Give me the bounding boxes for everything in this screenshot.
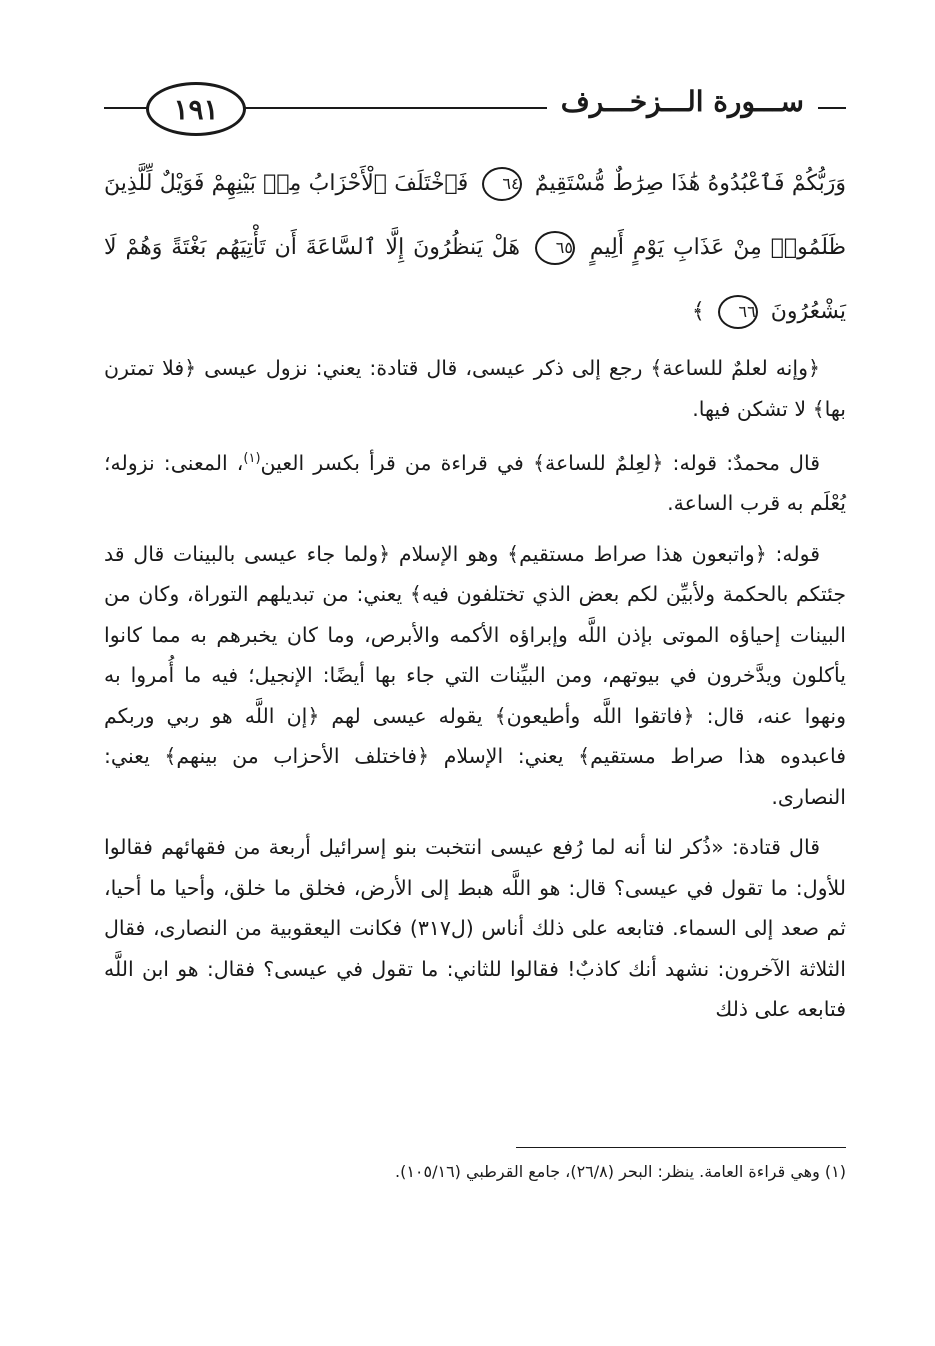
ayah-number-marker: ٦٥ [535,231,575,265]
footnote-separator [516,1147,846,1148]
paragraph-text: قال محمدٌ: قوله: ﴿لعِلمٌ للساعة﴾ في قراءة من قرأ بكسر العين [260,450,820,475]
page-number-text: ١٩١ [173,92,219,126]
commentary-paragraph [104,439,846,524]
footnote-marker: (١) [243,451,261,466]
commentary-paragraph: قوله: ﴿واتبعون هذا صراط مستقيم﴾ وهو الإسلام ﴿ولما جاء عيسى بالبينات قال قد جئتكم بالحكمة ولأبيِّن لكم بعض الذي تختلفون فيه﴾ يعني: من تبديلهم التوراة، وكان من البينات إحياؤه الموتى بإذن اللَّه وإبراؤه الأكمه والأبرص، وما كان يخبرهم به مما كانوا يأكلون ويدَّخرون في بيوتهم، ومن البيِّنات التي جاء بها أيضًا: الإنجيل؛ فيه ما أُمروا به ونهوا عنه، قال: ﴿فاتقوا اللَّه وأطيعون﴾ يقوله عيسى لهم ﴿إن اللَّه هو ربي وربكم فاعبدوه هذا صراط مستقيم﴾ يعني: الإسلام ﴿فاختلف الأحزاب من بينهم﴾ يعني: النصارى. [104,541,846,809]
verse-text: وَرَبُّكُمْ فَٱعْبُدُوهُ هَٰذَا صِرَٰطٌ مُّسْتَقِيمٌ [534,171,847,196]
surah-title: ســـورة الـــزخـــرف [547,82,818,122]
ayah-number-marker: ٦٦ [718,295,758,329]
verse-close-bracket: ﴾ [691,299,705,324]
page-number [146,82,246,136]
page-body [104,152,846,1040]
ayah-number-marker: ٦٤ [482,167,522,201]
paragraph-text: ، المعنى: نزوله؛ يُعْلَم به قرب الساعة. [104,450,846,516]
commentary-paragraph: قال قتادة: «ذُكر لنا أنه لما رُفع عيسى انتخبت بنو إسرائيل أربعة من فقهائهم فقالوا للأول: ما تقول في عيسى؟ قال: هو اللَّه هبط إلى الأرض، فخلق ما خلق، وأحيا ما أحيا، ثم صعد إلى السماء. فتابعه على ذلك أناس (ل٣١٧) فكانت اليعقوبية من النصارى، فقال الثلاثة الآخرون: نشهد أنك كاذبٌ! فقالوا للثاني: ما تقول في عيسى؟ فقال: هو ابن اللَّه فتابعه على ذلك [104,835,846,1022]
verse-text: فَٱخْتَلَفَ ٱلْأَحْزَابُ مِنۢ بَيْنِهِمْ فَوَيْلٌ لِّلَّذِينَ ظَلَمُوا۟ مِنْ عَذَابِ يَوْمٍ أَلِيمٍ [104,171,846,260]
page-header [104,78,846,134]
footnote: (١) وهي قراءة العامة. ينظر: البحر (٢٦/٨)، جامع القرطبي (١٠٥/١٦). [394,1162,846,1181]
quran-verses [104,152,846,344]
verse-text: هَلْ يَنظُرُونَ إِلَّا ٱلسَّاعَةَ أَن تَأْتِيَهُم بَغْتَةً وَهُمْ لَا يَشْعُرُونَ [104,235,846,324]
commentary-paragraph: ﴿وإنه لعلمٌ للساعة﴾ رجع إلى ذكر عيسى، قال قتادة: يعني: نزول عيسى ﴿فلا تمترن بها﴾ لا تشكن فيها. [104,356,846,421]
